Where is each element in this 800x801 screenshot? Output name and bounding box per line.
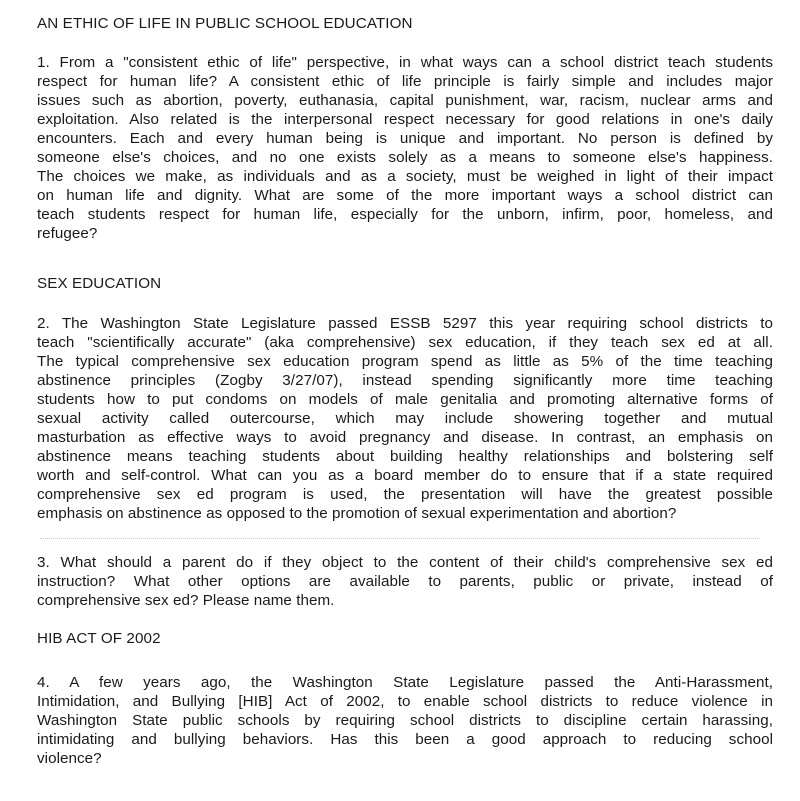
- question-1: [37, 53, 773, 243]
- question-3: [37, 553, 773, 610]
- question-1-line: on human life and dignity. What are some of the more important ways a school district can: [37, 187, 773, 204]
- question-2-line: emphasis on abstinence as opposed to the promotion of sexual experimentation and abortion?: [37, 505, 677, 522]
- question-4-line: violence?: [37, 750, 102, 767]
- question-2-line: worth and self-control. What can you as a board member do to ensure that if a state required: [37, 467, 773, 484]
- question-3-line: comprehensive sex ed? Please name them.: [37, 592, 335, 609]
- question-2-line: abstinence principles (Zogby 3/27/07), instead spending significantly more time teaching: [37, 372, 773, 389]
- question-1-line: The choices we make, as individuals and as a society, must be weighed in light of their impact: [37, 168, 773, 185]
- question-2: [37, 314, 773, 523]
- question-1-line: 1. From a "consistent ethic of life" perspective, in what ways can a school district teach students: [37, 54, 773, 71]
- section-heading-hib-act: HIB ACT OF 2002: [37, 630, 161, 647]
- question-4: [37, 673, 773, 768]
- question-2-line: teach "scientifically accurate" (aka comprehensive) sex education, if they teach sex ed at all.: [37, 334, 773, 351]
- section-heading-sex-education: SEX EDUCATION: [37, 275, 162, 292]
- question-2-line: 2. The Washington State Legislature passed ESSB 5297 this year requiring school districts to: [37, 315, 773, 332]
- question-4-line: Intimidation, and Bullying [HIB] Act of 2002, to enable school districts to reduce violence in: [37, 693, 773, 710]
- scan-artifact-dots: [40, 538, 760, 540]
- question-2-line: masturbation as effective ways to avoid pregnancy and disease. In contrast, an emphasis on: [37, 429, 773, 446]
- question-3-line: instruction? What other options are available to parents, public or private, instead of: [37, 573, 773, 590]
- question-1-line: respect for human life? A consistent ethic of life principle is fairly simple and includes major: [37, 73, 773, 90]
- document-title: AN ETHIC OF LIFE IN PUBLIC SCHOOL EDUCATION: [37, 15, 413, 32]
- question-1-line: issues such as abortion, poverty, euthanasia, capital punishment, war, racism, nuclear arms and: [37, 92, 773, 109]
- question-1-line: teach students respect for human life, especially for the unborn, infirm, poor, homeless, and: [37, 206, 773, 223]
- question-2-line: students how to put condoms on models of male genitalia and promoting alternative forms of: [37, 391, 773, 408]
- question-2-line: abstinence means teaching students about building healthy relationships and bolstering self: [37, 448, 773, 465]
- question-1-line: someone else's choices, and no one exists solely as a means to someone else's happiness.: [37, 149, 773, 166]
- question-2-line: The typical comprehensive sex education program spend as little as 5% of the time teaching: [37, 353, 773, 370]
- question-4-line: intimidating and bullying behaviors. Has this been a good approach to reducing school: [37, 731, 773, 748]
- question-1-line: refugee?: [37, 225, 98, 242]
- question-1-line: encounters. Each and every human being is unique and important. No person is defined by: [37, 130, 773, 147]
- question-1-line: exploitation. Also related is the interpersonal respect necessary for good relations in one's daily: [37, 111, 773, 128]
- question-2-line: comprehensive sex ed program is used, the presentation will have the greatest possible: [37, 486, 773, 503]
- question-4-line: 4. A few years ago, the Washington State Legislature passed the Anti-Harassment,: [37, 674, 773, 691]
- question-4-line: Washington State public schools by requiring school districts to discipline certain harassing,: [37, 712, 773, 729]
- question-3-line: 3. What should a parent do if they object to the content of their child's comprehensive sex ed: [37, 554, 773, 571]
- question-2-line: sexual activity called outercourse, which may include showering together and mutual: [37, 410, 773, 427]
